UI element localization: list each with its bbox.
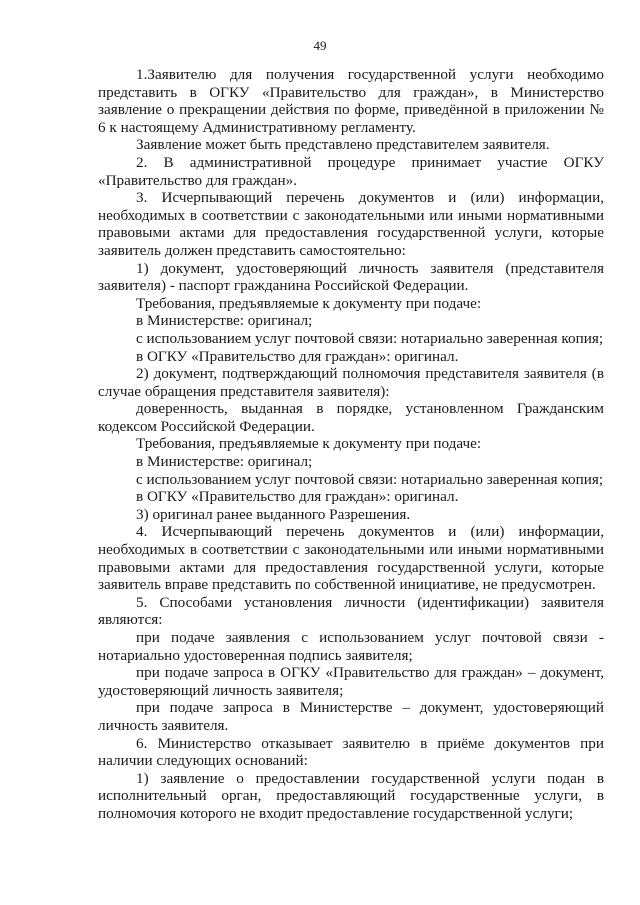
paragraph: 3) оригинал ранее выданного Разрешения. [136,505,411,523]
paragraph: 2. В административной процедуре принимает участие ОГКУ «Правительство для граждан». [98,153,604,189]
paragraph: с использованием услуг почтовой связи: нотариально заверенная копия; [136,329,604,347]
paragraph: 1) заявление о предоставлении государственной услуги подан в исполнительный орган, предоставляющий государственные услуги, в полномочия которого не входит предоставление государственной услуги; [98,769,604,822]
paragraph: в Министерстве: оригинал; [136,312,313,330]
paragraph: при подаче запроса в Министерстве – документ, удостоверяющий личность заявителя. [98,699,604,734]
paragraph: Заявление может быть представлено представителем заявителя. [136,136,550,154]
paragraph: 2) документ, подтверждающий полномочия представителя заявителя (в случае обращения представителя заявителя): [98,365,604,400]
paragraph: 1) документ, удостоверяющий личность заявителя (представителя заявителя) - паспорт гражданина Российской Федерации. [98,259,604,295]
paragraph: с использованием услуг почтовой связи: нотариально заверенная копия; [136,470,604,488]
paragraph: в Министерстве: оригинал; [136,453,313,471]
page-number: 49 [313,38,327,53]
paragraph: 6. Министерство отказывает заявителю в приёме документов при наличии следующих оснований: [98,734,604,770]
paragraph: 3. Исчерпывающий перечень документов и (или) информации, необходимых в соответствии с законодательными или иными нормативными правовыми актами для предоставления государственной услуги, которые заявитель должен представить самостоятельно: [98,189,604,259]
paragraph: 1.Заявителю для получения государственной услуги необходимо представить в ОГКУ «Правительство для граждан», в Министерство заявление о прекращении действия по форме, приведённой в приложении № 6 к настоящему Административному регламенту. [98,66,604,136]
paragraph: в ОГКУ «Правительство для граждан»: оригинал. [136,347,459,365]
paragraph: 4. Исчерпывающий перечень документов и (или) информации, необходимых в соответствии с законодательными или иными нормативными правовыми актами для предоставления государственной услуги, которые заявитель вправе представить по собственной инициативе, не предусмотрен. [98,523,604,594]
paragraph: доверенность, выданная в порядке, установленном Гражданским кодексом Российской Федерации. [98,400,604,435]
paragraph: Требования, предъявляемые к документу при подаче: [136,435,482,453]
paragraph: при подаче заявления с использованием услуг почтовой связи - нотариально удостоверенная подпись заявителя; [98,629,604,664]
paragraph: в ОГКУ «Правительство для граждан»: оригинал. [136,488,459,506]
document-body [98,66,604,823]
paragraph: 5. Способами установления личности (идентификации) заявителя являются: [98,593,604,629]
paragraph: Требования, предъявляемые к документу при подаче: [136,294,482,312]
paragraph: при подаче запроса в ОГКУ «Правительство для граждан» – документ, удостоверяющий личность заявителя; [98,664,604,699]
